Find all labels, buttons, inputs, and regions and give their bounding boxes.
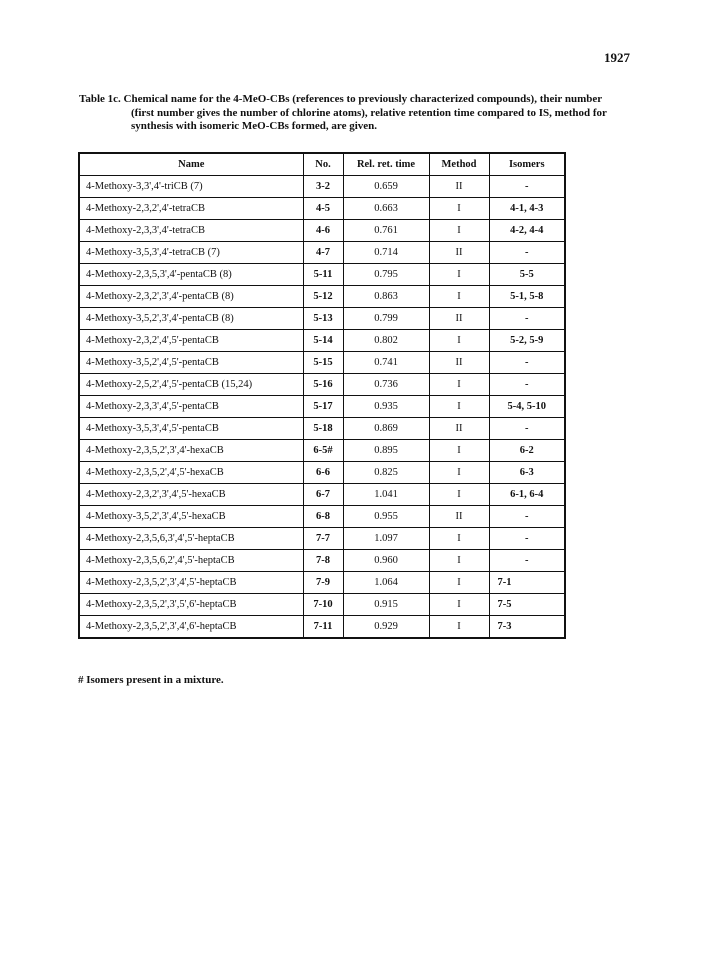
cell-method: I [429,396,489,418]
data-table-container [78,152,564,639]
table-row [79,220,565,242]
header-name: Name [79,153,303,176]
cell-rel-ret-time: 0.736 [343,374,429,396]
cell-no: 7-7 [303,528,343,550]
cell-isomers: - [489,528,565,550]
cell-method: I [429,198,489,220]
cell-rel-ret-time: 0.802 [343,330,429,352]
cell-rel-ret-time: 0.659 [343,176,429,198]
table-row [79,528,565,550]
table-row [79,242,565,264]
cell-no: 5-13 [303,308,343,330]
cell-method: II [429,506,489,528]
cell-method: II [429,242,489,264]
cell-method: I [429,484,489,506]
page-number: 1927 [604,50,630,65]
cell-name: 4-Methoxy-3,5,3',4'-tetraCB (7) [79,242,303,264]
cell-name: 4-Methoxy-2,3,5,2',3',4',6'-heptaCB [79,616,303,639]
cell-no: 6-7 [303,484,343,506]
cell-no: 4-5 [303,198,343,220]
cell-name: 4-Methoxy-2,3,5,2',3',4',5'-heptaCB [79,572,303,594]
cell-isomers: - [489,176,565,198]
cell-name: 4-Methoxy-2,5,2',4',5'-pentaCB (15,24) [79,374,303,396]
table-row [79,198,565,220]
cell-name: 4-Methoxy-2,3,5,6,2',4',5'-heptaCB [79,550,303,572]
table-row [79,550,565,572]
cell-isomers: 5-2, 5-9 [489,330,565,352]
cell-method: II [429,308,489,330]
cell-isomers: - [489,506,565,528]
cell-no: 7-8 [303,550,343,572]
cell-no: 5-17 [303,396,343,418]
cell-rel-ret-time: 0.761 [343,220,429,242]
table-caption [79,93,639,134]
table-row [79,330,565,352]
header-rel-ret-time: Rel. ret. time [343,153,429,176]
cell-method: II [429,352,489,374]
cell-no: 5-14 [303,330,343,352]
cell-name: 4-Methoxy-2,3,3',4',5'-pentaCB [79,396,303,418]
cell-name: 4-Methoxy-3,3',4'-triCB (7) [79,176,303,198]
footnote: # Isomers present in a mixture. [78,674,224,686]
cell-isomers: - [489,550,565,572]
cell-isomers: 6-1, 6-4 [489,484,565,506]
caption-line-1: Table 1c. Chemical name for the 4-MeO-CBs (references to previously characterized compounds), their number [79,93,603,105]
cell-name: 4-Methoxy-2,3,5,2',3',4'-hexaCB [79,440,303,462]
table-row [79,374,565,396]
cell-method: I [429,374,489,396]
cell-no: 5-15 [303,352,343,374]
table-row [79,264,565,286]
cell-name: 4-Methoxy-2,3,2',4',5'-pentaCB [79,330,303,352]
cell-method: I [429,286,489,308]
cell-isomers: - [489,374,565,396]
cell-name: 4-Methoxy-2,3,5,2',4',5'-hexaCB [79,462,303,484]
cell-no: 4-6 [303,220,343,242]
cell-isomers: - [489,352,565,374]
cell-rel-ret-time: 0.741 [343,352,429,374]
table-row [79,418,565,440]
cell-method: I [429,572,489,594]
caption-line-2: (first number gives the number of chlorine atoms), relative retention time compared to IS, method for [131,106,607,119]
cell-name: 4-Methoxy-2,3,5,2',3',5',6'-heptaCB [79,594,303,616]
cell-isomers: 7-3 [489,616,565,639]
cell-no: 7-11 [303,616,343,639]
table-row [79,396,565,418]
cell-rel-ret-time: 1.097 [343,528,429,550]
cell-no: 3-2 [303,176,343,198]
cell-isomers: 6-3 [489,462,565,484]
table-row [79,352,565,374]
cell-rel-ret-time: 0.895 [343,440,429,462]
cell-name: 4-Methoxy-2,3,5,6,3',4',5'-heptaCB [79,528,303,550]
cell-isomers: - [489,308,565,330]
table-row [79,594,565,616]
cell-no: 6-5# [303,440,343,462]
cell-rel-ret-time: 0.935 [343,396,429,418]
cell-name: 4-Methoxy-3,5,2',3',4',5'-hexaCB [79,506,303,528]
caption-line-3: synthesis with isomeric MeO-CBs formed, are given. [131,120,378,132]
cell-rel-ret-time: 0.714 [343,242,429,264]
cell-rel-ret-time: 0.863 [343,286,429,308]
header-method: Method [429,153,489,176]
cell-no: 6-6 [303,462,343,484]
cell-no: 5-18 [303,418,343,440]
table-row [79,440,565,462]
cell-name: 4-Methoxy-2,3,2',3',4'-pentaCB (8) [79,286,303,308]
cell-method: I [429,440,489,462]
cell-name: 4-Methoxy-3,5,2',3',4'-pentaCB (8) [79,308,303,330]
cell-name: 4-Methoxy-2,3,3',4'-tetraCB [79,220,303,242]
cell-method: I [429,550,489,572]
header-no: No. [303,153,343,176]
cell-rel-ret-time: 0.825 [343,462,429,484]
cell-isomers: 5-1, 5-8 [489,286,565,308]
cell-method: II [429,418,489,440]
cell-no: 6-8 [303,506,343,528]
cell-isomers: 5-4, 5-10 [489,396,565,418]
cell-method: I [429,330,489,352]
cell-isomers: 4-2, 4-4 [489,220,565,242]
cell-method: I [429,528,489,550]
cell-rel-ret-time: 0.799 [343,308,429,330]
cell-no: 4-7 [303,242,343,264]
cell-name: 4-Methoxy-3,5,2',4',5'-pentaCB [79,352,303,374]
cell-rel-ret-time: 0.929 [343,616,429,639]
cell-method: I [429,594,489,616]
cell-isomers: 5-5 [489,264,565,286]
cell-rel-ret-time: 0.955 [343,506,429,528]
table-row [79,176,565,198]
cell-rel-ret-time: 0.869 [343,418,429,440]
cell-rel-ret-time: 1.064 [343,572,429,594]
cell-no: 7-9 [303,572,343,594]
cell-isomers: - [489,242,565,264]
cell-rel-ret-time: 1.041 [343,484,429,506]
cell-no: 5-12 [303,286,343,308]
cell-name: 4-Methoxy-2,3,2',4'-tetraCB [79,198,303,220]
table-row [79,286,565,308]
cell-no: 5-11 [303,264,343,286]
cell-isomers: 7-5 [489,594,565,616]
table-header-row [79,153,565,176]
cell-isomers: 6-2 [489,440,565,462]
cell-name: 4-Methoxy-2,3,5,3',4'-pentaCB (8) [79,264,303,286]
cell-method: I [429,264,489,286]
header-isomers: Isomers [489,153,565,176]
table-row [79,506,565,528]
cell-method: I [429,616,489,639]
table-row [79,484,565,506]
cell-isomers: - [489,418,565,440]
cell-rel-ret-time: 0.960 [343,550,429,572]
cell-isomers: 7-1 [489,572,565,594]
cell-method: I [429,462,489,484]
table-row [79,572,565,594]
cell-isomers: 4-1, 4-3 [489,198,565,220]
table-row [79,462,565,484]
cell-method: II [429,176,489,198]
cell-no: 7-10 [303,594,343,616]
table-row [79,308,565,330]
cell-rel-ret-time: 0.795 [343,264,429,286]
cell-method: I [429,220,489,242]
cell-rel-ret-time: 0.915 [343,594,429,616]
cell-name: 4-Methoxy-2,3,2',3',4',5'-hexaCB [79,484,303,506]
data-table [78,152,566,639]
table-body [79,176,565,639]
cell-rel-ret-time: 0.663 [343,198,429,220]
cell-no: 5-16 [303,374,343,396]
cell-name: 4-Methoxy-3,5,3',4',5'-pentaCB [79,418,303,440]
table-row [79,616,565,639]
